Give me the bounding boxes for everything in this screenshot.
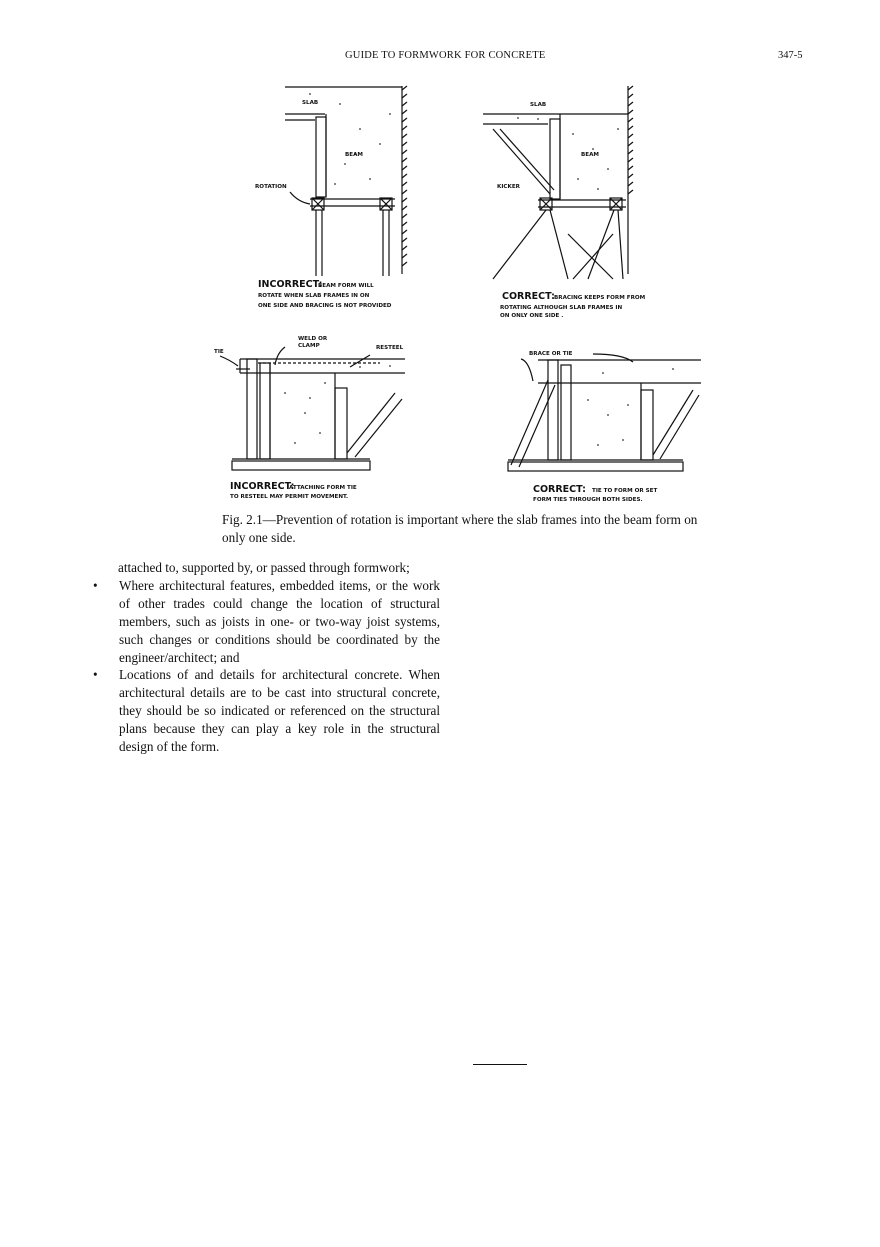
figure-panel-incorrect-tie	[210, 333, 410, 503]
label-beam: BEAM	[581, 152, 599, 158]
panel-caption-line: TO RESTEEL MAY PERMIT MOVEMENT.	[230, 494, 349, 500]
page-number: 347-5	[778, 50, 803, 61]
label-kicker: KICKER	[497, 184, 520, 190]
panel-heading: CORRECT:	[533, 484, 586, 495]
bullet-item	[90, 666, 440, 756]
continued-list-item: attached to, supported by, or passed through formwork;	[118, 560, 410, 575]
footnote-rule	[473, 1064, 527, 1065]
label-tie: TIE	[214, 349, 224, 355]
panel-caption-line: BRACING KEEPS FORM FROM	[554, 295, 646, 301]
label-slab: SLAB	[530, 102, 547, 108]
panel-caption-line: ATTACHING FORM TIE	[289, 485, 357, 491]
figure-panel-correct-bracing	[478, 84, 668, 319]
running-title: GUIDE TO FORMWORK FOR CONCRETE	[345, 50, 546, 61]
bullet-symbol: •	[93, 577, 98, 593]
bullet-text: Where architectural features, embedded items, or the work of other trades could change the location of structural members, such as joists in one- or two-way joist systems, such changes or conditions should be coordinated by the engineer/architect; and	[119, 577, 440, 665]
label-slab: SLAB	[302, 100, 319, 106]
panel-heading: INCORRECT:	[258, 279, 323, 290]
panel-heading: CORRECT:	[502, 291, 555, 302]
bullet-item	[90, 577, 440, 667]
label-rotation: ROTATION	[255, 184, 287, 190]
panel-caption-line: ON ONLY ONE SIDE .	[500, 313, 564, 319]
figure-caption: Fig. 2.1—Prevention of rotation is important where the slab frames into the beam form on only one side.	[222, 512, 698, 545]
bullet-text: Locations of and details for architectural concrete. When architectural details are to be cast into structural concrete, they should be so indicated or referenced on the structural plans because they can play a key role in the structural design of the form.	[119, 667, 440, 755]
label-resteel: RESTEEL	[376, 345, 404, 351]
figure-panel-correct-tie	[503, 345, 703, 505]
panel-caption-line: BEAM FORM WILL	[318, 283, 374, 289]
panel-caption-line: FORM TIES THROUGH BOTH SIDES.	[533, 497, 643, 503]
panel-heading: INCORRECT:	[230, 481, 295, 492]
panel-caption-line: TIE TO FORM OR SET	[592, 488, 658, 494]
label-brace-or-tie: BRACE OR TIE	[529, 351, 573, 357]
figure-panel-incorrect-rotation	[250, 84, 430, 314]
label-weld-or: WELD OR	[298, 336, 328, 342]
label-clamp: CLAMP	[298, 343, 320, 349]
body-text	[90, 559, 440, 756]
panel-caption-line: ROTATE WHEN SLAB FRAMES IN ON	[258, 293, 370, 299]
panel-caption-line: ONE SIDE AND BRACING IS NOT PROVIDED	[258, 303, 392, 309]
label-beam: BEAM	[345, 152, 363, 158]
panel-caption-line: ROTATING ALTHOUGH SLAB FRAMES IN	[500, 305, 623, 311]
bullet-symbol: •	[93, 667, 98, 683]
